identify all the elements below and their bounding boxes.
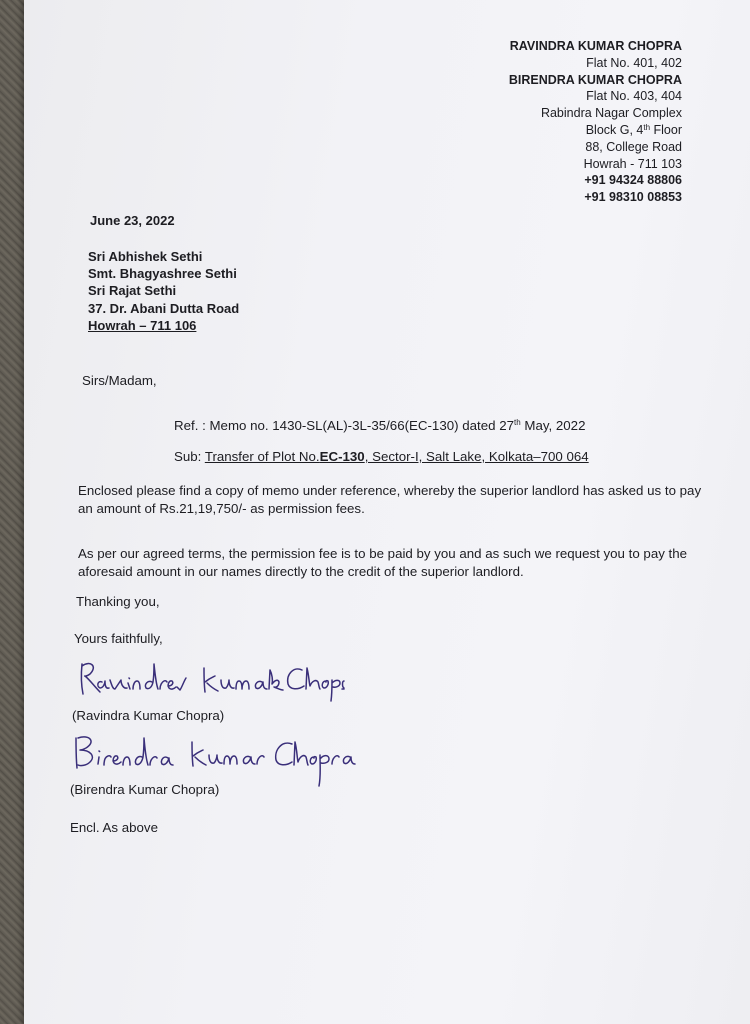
body-paragraph-2: As per our agreed terms, the permission fee is to be paid by you and as such we request you to pay the aforesaid amount in our names directly to the credit of the superior landlord.	[78, 546, 688, 579]
recipient-address-block	[88, 248, 239, 334]
sender-block	[509, 122, 682, 139]
subject-part-2: , Sector-I, Salt Lake, Kolkata–700 064	[364, 449, 589, 464]
sender-name-1: RAVINDRA KUMAR CHOPRA	[509, 39, 682, 53]
sender-phone-1: +91 94324 88806	[584, 173, 682, 188]
signatory-name-1: (Ravindra Kumar Chopra)	[72, 708, 225, 723]
subject-line	[174, 448, 589, 466]
sender-name-2: BIRENDRA KUMAR CHOPRA	[508, 72, 682, 87]
sender-city: Howrah - 711 103	[583, 156, 682, 171]
sender-flat-1: Flat No. 401, 402	[586, 55, 682, 70]
closing-thanks: Thanking you,	[76, 594, 160, 609]
recipient-line-1: Sri Abhishek Sethi	[88, 249, 203, 264]
reference-prefix: Ref. : Memo no. 1430-SL(AL)-3L-35/66(EC-130) dated 27	[174, 418, 514, 433]
subject-text	[205, 449, 589, 464]
sender-address-block	[509, 38, 682, 206]
reference-sup: th	[514, 418, 521, 427]
enclosure-note: Encl. As above	[70, 820, 158, 835]
body-paragraph-1: Enclosed please find a copy of memo under reference, whereby the superior landlord has asked us to pay an amount of Rs.21,19,750/- as permission fees.	[78, 483, 702, 516]
letter-page	[24, 0, 750, 1024]
recipient-line-5: Howrah – 711 106	[88, 317, 197, 333]
recipient-line-2: Smt. Bhagyashree Sethi	[88, 266, 237, 282]
salutation: Sirs/Madam,	[82, 373, 157, 388]
signature-ravindra	[76, 656, 346, 704]
sender-block-prefix: Block G, 4	[585, 122, 644, 137]
reference-suffix: May, 2022	[520, 418, 586, 433]
recipient-line-4: 37. Dr. Abani Dutta Road	[88, 300, 240, 316]
subject-part-1: Transfer of Plot No.	[204, 449, 320, 464]
signatory-name-2: (Birendra Kumar Chopra)	[70, 782, 220, 797]
letter-date: June 23, 2022	[90, 213, 175, 228]
closing-yours-faithfully: Yours faithfully,	[74, 631, 163, 646]
sender-block-suffix: Floor	[650, 122, 682, 137]
sender-phone-2: +91 98310 08853	[584, 190, 682, 205]
subject-label: Sub:	[174, 449, 205, 464]
sender-road: 88, College Road	[585, 139, 682, 154]
subject-plot: EC-130	[319, 449, 365, 464]
recipient-line-3: Sri Rajat Sethi	[88, 283, 177, 299]
sender-flat-2: Flat No. 403, 404	[586, 89, 682, 104]
sender-block-sup: th	[643, 122, 651, 132]
reference-line	[174, 417, 585, 435]
sender-complex: Rabindra Nagar Complex	[540, 106, 682, 121]
